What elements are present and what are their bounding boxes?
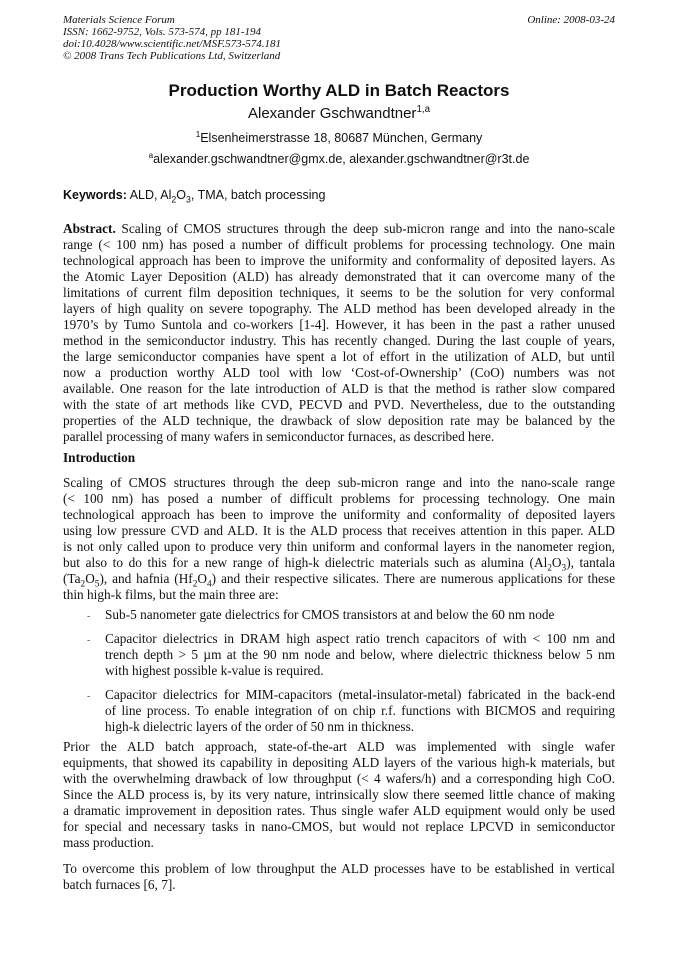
line-content (63, 349, 615, 364)
text-line (63, 739, 615, 755)
subscript: 2 (192, 579, 198, 590)
subscript: 2 (547, 563, 552, 574)
text-segment: ), and hafnia (Hf (99, 571, 193, 586)
text-segment: parallel processing of many wafers in semiconductor furnaces, as described here. (63, 429, 495, 444)
abstract (63, 221, 615, 445)
bullet-item (105, 607, 615, 623)
text-line (63, 301, 615, 317)
bullet-marker: - (87, 691, 91, 702)
kw-text: O (176, 188, 186, 202)
text-line (63, 365, 615, 381)
line-content (63, 835, 154, 850)
text-line (63, 349, 615, 365)
text-segment: thin high-k films, but the main three are: (63, 587, 279, 602)
line-content (63, 507, 615, 522)
line-content (63, 571, 615, 590)
text-segment: the Atomic Layer Deposition (ALD) has already demonstrated that it can overcome many of the (63, 269, 615, 284)
text-segment: batch furnaces [6, 7]. (63, 877, 176, 892)
line-content (63, 475, 615, 490)
email (0, 152, 678, 166)
text-segment: but also to do this for a new range of high-k dielectric materials such as alumina (Al (63, 555, 548, 570)
text-line (63, 787, 615, 803)
text-segment: of line process. To enable integration of on chip r.f. functions with BICMOS and requiring (105, 703, 615, 718)
text-line (63, 221, 615, 237)
section-heading-introduction: Introduction (63, 450, 136, 465)
text-line (63, 397, 615, 413)
text-line (105, 687, 615, 703)
bullet-item (105, 687, 615, 735)
keywords (63, 188, 615, 205)
line-content (63, 317, 615, 332)
bullet-item (105, 631, 615, 679)
subscript: 2 (80, 579, 86, 590)
text-line (63, 413, 615, 429)
subscript: 4 (207, 579, 212, 590)
intro-paragraph-3 (63, 861, 615, 893)
line-content (63, 301, 615, 316)
text-line (63, 381, 615, 397)
author (0, 105, 678, 122)
subscript: 3 (561, 563, 567, 574)
text-line (63, 877, 615, 893)
line-content (63, 269, 615, 284)
line-content (105, 663, 324, 678)
text-line (63, 269, 615, 285)
text-line (105, 703, 615, 719)
text-segment: ), tantala (566, 555, 615, 570)
paper-title: Production Worthy ALD in Batch Reactors (168, 81, 510, 100)
kw-sub: 2 (171, 194, 177, 205)
issn: ISSN: 1662-9752, Vols. 573-574, pp 181-194 (63, 26, 261, 38)
line-content (63, 877, 176, 892)
line-content (105, 607, 554, 622)
line-content (63, 803, 615, 818)
text-segment: Capacitor dielectrics in DRAM high aspect ratio trench capacitors of with < 100 nm and (105, 631, 615, 646)
text-segment: range (< 100 nm) has posed a number of difficult problems for processing technology. One main (63, 237, 615, 252)
line-content (63, 381, 615, 396)
text-line (105, 631, 615, 647)
text-segment: To overcome this problem of low throughput the ALD processes have to be established in vertical (63, 861, 615, 876)
line-content (63, 429, 494, 444)
line-content (63, 755, 615, 770)
text-segment: using low pressure CVD and ALD. It is the ALD process that receives attention in this paper. ALD (63, 523, 615, 538)
line-content (63, 285, 615, 300)
text-line (105, 647, 615, 663)
text-segment: technological approach has been to improve the uniformity and conformality of deposited layers (63, 507, 615, 522)
text-line (63, 587, 615, 603)
text-segment: Scaling of CMOS structures through the deep sub-micron range and into the nano-scale (115, 221, 615, 236)
text-line (63, 819, 615, 835)
text-line (63, 755, 615, 771)
text-line (63, 253, 615, 269)
bullet-marker: - (87, 611, 91, 622)
text-line (63, 475, 615, 491)
line-content (63, 333, 615, 348)
intro-paragraph-1 (63, 475, 615, 603)
text-segment: layers of high quality on severe topography. The ALD method has been developed already in the (63, 301, 615, 316)
text-segment: a dramatic improvement in deposition rates. Thus single wafer ALD equipment would only be used (63, 803, 615, 818)
text-segment: O (197, 571, 207, 586)
line-content (63, 771, 615, 786)
line-content (63, 237, 615, 252)
text-line (63, 539, 615, 555)
kw-sub: 3 (186, 194, 191, 205)
text-segment: trench depth > 5 µm at the 90 nm node and below, where dielectric thickness below 5 nm (105, 647, 615, 662)
line-content (63, 397, 615, 412)
text-segment: is not only called upon to produce very thin uniform and conformal layers in the nanometer region, (63, 539, 615, 554)
text-segment: ) and their respective silicates. There are numerous applications for these (211, 571, 615, 586)
line-content (63, 819, 615, 834)
text-line (105, 607, 615, 623)
line-content (105, 631, 615, 646)
author-name: Alexander Gschwandtner (248, 105, 417, 122)
text-line (63, 333, 615, 349)
text-line (63, 317, 615, 333)
text-line (105, 663, 615, 679)
text-segment: technological approach has been to improve the uniformity and conformality of deposited layers. As (63, 253, 615, 268)
line-content (105, 647, 615, 662)
text-segment: with highest possible k-value is required. (105, 663, 324, 678)
text-line (63, 771, 615, 787)
address-marker: 1 (195, 129, 201, 139)
text-segment: with the overwhelming drawback of low throughput (< 4 wafers/h) and a corresponding high CoO. (63, 771, 615, 786)
text-line (63, 429, 615, 445)
online-date: Online: 2008-03-24 (527, 14, 615, 26)
text-line (63, 491, 615, 507)
text-segment: Capacitor dielectrics for MIM-capacitors (metal-insulator-metal) fabricated in the back-end (105, 687, 615, 702)
text-segment: available. One reason for the late introduction of ALD is that the method is rather slow compared (63, 381, 615, 396)
text-segment: (Ta (63, 571, 81, 586)
text-segment: mass production. (63, 835, 154, 850)
text-segment: limitations of current film deposition techniques, it seems to be the solution for very conformal (63, 285, 615, 300)
text-line (63, 555, 615, 574)
text-line (63, 571, 615, 590)
line-content (63, 523, 615, 538)
text-line (63, 237, 615, 253)
subscript: 5 (94, 579, 100, 590)
text-segment: O (551, 555, 562, 570)
line-content (63, 365, 615, 380)
intro-paragraph-2 (63, 739, 615, 851)
bullet-marker: - (87, 635, 91, 646)
line-content (63, 413, 615, 428)
abstract-label: Abstract. (63, 221, 116, 236)
email-marker: a (148, 150, 154, 160)
line-content (63, 221, 615, 236)
copyright: © 2008 Trans Tech Publications Ltd, Switzerland (63, 50, 281, 62)
line-content (105, 703, 615, 718)
author-affiliation: 1,a (416, 104, 430, 115)
line-content (63, 253, 615, 268)
line-content (63, 739, 615, 754)
text-line (63, 285, 615, 301)
text-segment: properties of the ALD technique, the drawback of slow deposition rate may be balanced by the (63, 413, 615, 428)
doi: doi:10.4028/www.scientific.net/MSF.573-574.181 (63, 38, 282, 50)
text-segment: Scaling of CMOS structures through the deep sub-micron range and into the nano-scale range (63, 475, 615, 490)
text-segment: method in the semiconductor industry. This has recently changed. During the last couple of years, (63, 333, 615, 348)
text-line (63, 861, 615, 877)
text-line (63, 507, 615, 523)
text-segment: with the state of art methods like CVD, PECVD and PVD. Nevertheless, due to the outstanding (63, 397, 615, 412)
text-segment: Since the ALD process is, by its very nature, intrinsically slow there seemed little chance of making (63, 787, 615, 802)
line-content (63, 861, 615, 876)
text-line (105, 719, 615, 735)
address (0, 131, 678, 145)
text-line (63, 523, 615, 539)
text-segment: high-k dielectric layers of the order of 50 nm in thickness. (105, 719, 415, 734)
line-content (63, 539, 615, 554)
kw-text: ALD, Al (126, 188, 172, 202)
line-content (63, 587, 279, 602)
address-text: Elsenheimerstrasse 18, 80687 München, Germany (200, 131, 483, 145)
text-line (63, 803, 615, 819)
text-segment: now a production worthy ALD tool with low ‘Cost-of-Ownership’ (CoO) numbers was not (63, 365, 615, 380)
text-segment: (< 100 nm) has posed a number of difficult problems for processing technology. One main (63, 491, 615, 506)
line-content (105, 687, 615, 702)
email-text: alexander.gschwandtner@gmx.de, alexander.gschwandtner@r3t.de (153, 152, 530, 166)
text-segment: Prior the ALD batch approach, state-of-the-art ALD was implemented with single wafer (63, 739, 615, 754)
text-segment: O (85, 571, 95, 586)
text-segment: 1970’s by Tumo Suntola and co-workers [1-4]. However, it has been in the past a rather unused (63, 317, 615, 332)
keywords-label: Keywords: (63, 188, 127, 202)
line-content (63, 555, 615, 574)
kw-text: , TMA, batch processing (190, 188, 326, 202)
text-segment: Sub-5 nanometer gate dielectrics for CMOS transistors at and below the 60 nm node (105, 607, 555, 622)
line-content (63, 787, 615, 802)
journal-name: Materials Science Forum (63, 14, 175, 26)
line-content (105, 719, 414, 734)
text-segment: the large semiconductor companies have spent a lot of effort in the utilization of ALD, but until (63, 349, 615, 364)
text-segment: equipments, that showed its capability in depositing ALD layers of the various high-k materials, but (63, 755, 615, 770)
text-segment: for special and necessary tasks in nano-CMOS, but would not replace LPCVD in semiconductor (63, 819, 615, 834)
line-content (63, 491, 615, 506)
text-line (63, 835, 615, 851)
